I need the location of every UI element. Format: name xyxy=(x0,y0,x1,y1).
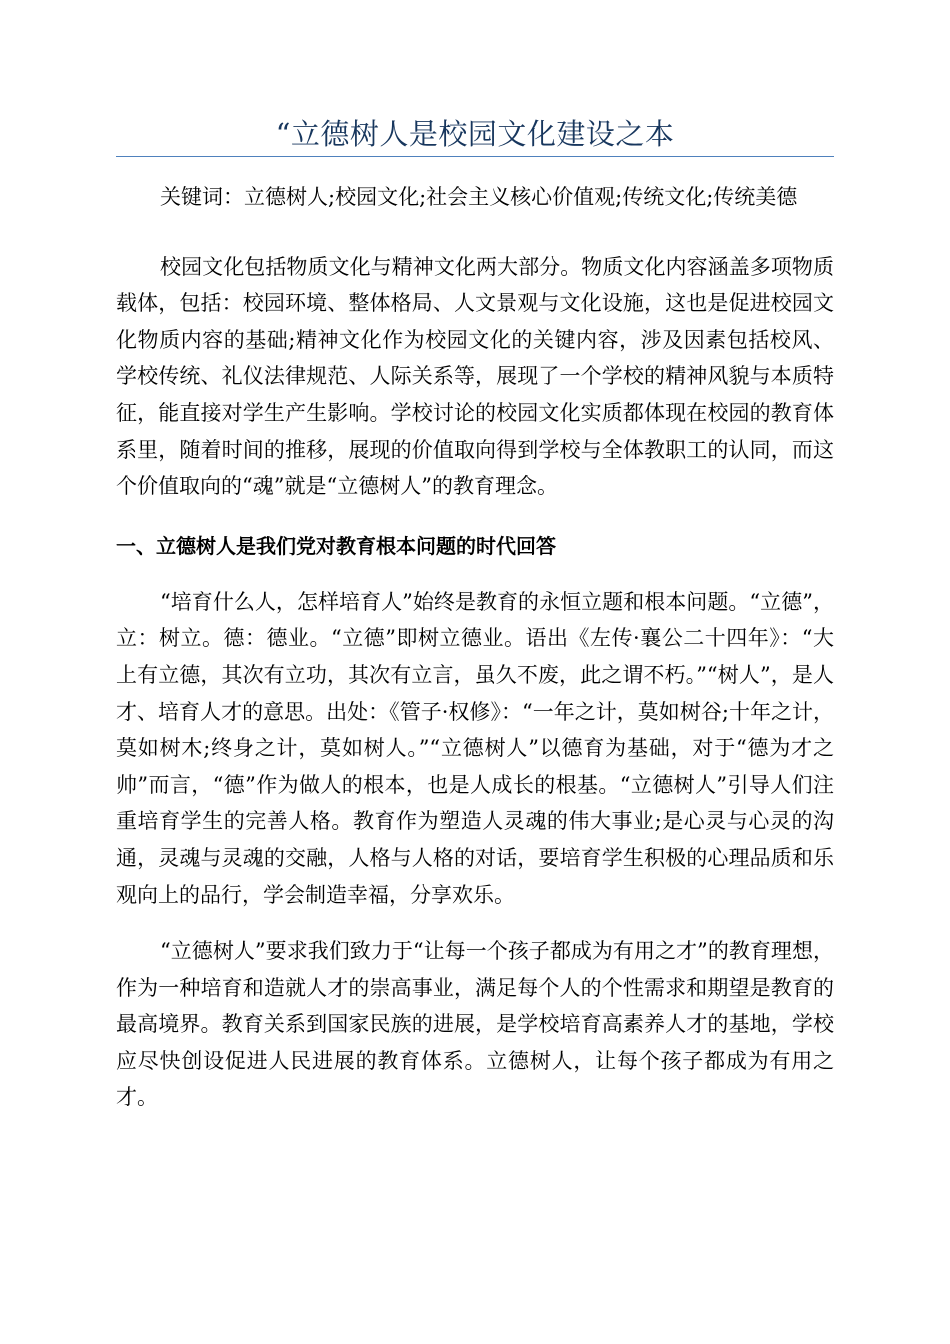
section-heading-1: 一、立德树人是我们党对教育根本问题的时代回答 xyxy=(116,533,556,558)
paragraph-education-ideal: “立德树人”要求我们致力于“让每一个孩子都成为有用之才”的教育理想，作为一种培育和造就人才的崇高事业，满足每个人的个性需求和期望是教育的最高境界。教育关系到国家民族的进展，是学校培育高素养人才的基地，学校应尽快创设促进人民进展的教育体系。立德树人，让每个孩子都成为有用之才。 xyxy=(116,939,834,1110)
keywords-line: 关键词：立德树人;校园文化;社会主义核心价值观;传统文化;传统美德 xyxy=(160,185,798,209)
paragraph-lide-shuren-origin: “培育什么人，怎样培育人”始终是教育的永恒立题和根本问题。“立德”，立：树立。德：德业。“立德”即树立德业。语出《左传·襄公二十四年》：“大上有立德，其次有立功，其次有立言，虽久不废，此之谓不朽。”“树人”，是人才、培育人才的意思。出处：《管子·权修》：“一年之计，莫如树谷;十年之计，莫如树木;终身之计，莫如树人。”“立德树人”以德育为基础，对于“德为才之帅”而言，“德”作为做人的根本，也是人成长的根基。“立德树人”引导人们注重培育学生的完善人格。教育作为塑造人灵魂的伟大事业;是心灵与心灵的沟通，灵魂与灵魂的交融，人格与人格的对话，要培育学生积极的心理品质和乐观向上的品行，学会制造幸福，分享欢乐。 xyxy=(116,589,834,907)
document-page xyxy=(116,0,834,1116)
document-title: “立德树人是校园文化建设之本 xyxy=(275,117,675,151)
title-underline xyxy=(116,156,834,157)
paragraph-campus-culture: 校园文化包括物质文化与精神文化两大部分。物质文化内容涵盖多项物质载体，包括：校园环境、整体格局、人文景观与文化设施，这也是促进校园文化物质内容的基础;精神文化作为校园文化的关键内容，涉及因素包括校风、学校传统、礼仪法律规范、人际关系等，展现了一个学校的精神风貌与本质特征，能直接对学生产生影响。学校讨论的校园文化实质都体现在校园的教育体系里，随着时间的推移，展现的价值取向得到学校与全体教职工的认同，而这个价值取向的“魂”就是“立德树人”的教育理念。 xyxy=(116,254,834,499)
